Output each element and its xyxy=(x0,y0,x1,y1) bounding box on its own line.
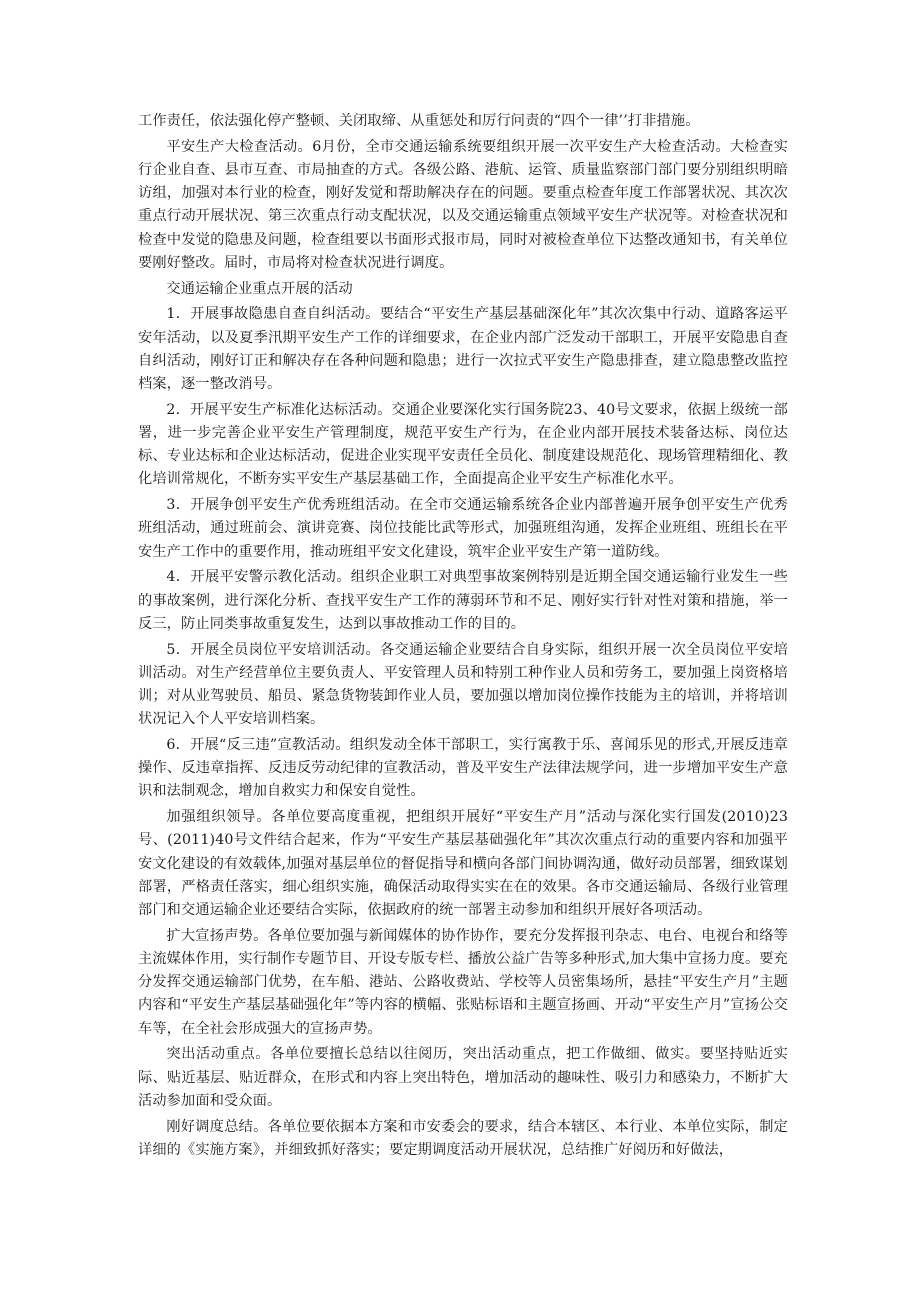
paragraph-item-5: 5．开展全员岗位平安培训活动。各交通运输企业要结合自身实际，组织开展一次全员岗位平安培训活动。对生产经营单位主要负责人、平安管理人员和特别工种作业人员和劳务工，要加强上岗资格培训；对从业驾驶员、船员、紧急货物装卸作业人员，要加强以增加岗位操作技能为主的培训，并将培训状况记入个人平安培训档案。 xyxy=(138,641,788,728)
paragraph-intro-continuation: 工作责任，依法强化停产整顿、关闭取缔、从重惩处和厉行问责的“四个一律’’打非措施。 xyxy=(138,113,700,129)
document-body xyxy=(138,110,788,1165)
paragraph-item-6: 6．开展“反三违”宣教活动。组织发动全体干部职工，实行寓教于乐、喜闻乐见的形式,开展反违章操作、反违章指挥、反违反劳动纪律的宣教活动，普及平安生产法律法规学问，进一步增加平安生产意识和法制观念，增加自救实力和保安自觉性。 xyxy=(138,737,788,800)
paragraph-publicity: 扩大宣扬声势。各单位要加强与新闻媒体的协作协作，要充分发挥报刊杂志、电台、电视台和络等主流媒体作用，实行制作专题节目、开设专版专栏、播放公益广告等多种形式,加大集中宣扬力度。要充分发挥交通运输部门优势，在车船、港站、公路收费站、学校等人员密集场所，悬挂“平安生产月”主题内容和“平安生产基层基础强化年”等内容的横幅、张贴标语和主题宣扬画、开动“平安生产月”宣扬公交车等，在全社会形成强大的宣扬声势。 xyxy=(138,927,788,1037)
paragraph-focus: 突出活动重点。各单位要擅长总结以往阅历，突出活动重点，把工作做细、做实。要坚持贴近实际、贴近基层、贴近群众，在形式和内容上突出特色，增加活动的趣味性、吸引力和感染力，不断扩大活动参加面和受众面。 xyxy=(138,1046,788,1109)
paragraph-section-heading: 交通运输企业重点开展的活动 xyxy=(166,280,353,297)
paragraph-item-3: 3．开展争创平安生产优秀班组活动。在全市交通运输系统各企业内部普遍开展争创平安生产优秀班组活动，通过班前会、演讲竞赛、岗位技能比武等形式，加强班组沟通，发挥企业班组、班组长在平安生产工作中的重要作用，推动班组平安文化建设，筑牢企业平安生产第一道防线。 xyxy=(138,497,788,560)
paragraph-summary: 刚好调度总结。各单位要依据本方案和市安委会的要求，结合本辖区、本行业、本单位实际，制定详细的《实施方案》，并细致抓好落实；要定期调度活动开展状况，总结推广好阅历和好做法， xyxy=(138,1118,788,1158)
paragraph-organization: 加强组织领导。各单位要高度重视，把组织开展好“平安生产月”活动与深化实行国发(2010)23号、(2011)40号文件结合起来，作为“平安生产基层基础强化年”其次次重点行动的重要内容和加强平安文化建设的有效载体,加强对基层单位的督促指导和横向各部门间协调沟通，做好动员部署，细致谋划部署，严格责任落实，细心组织实施，确保活动取得实实在在的效果。各市交通运输局、各级行业管理部门和交通运输企业还要结合实际，依据政府的统一部署主动参加和组织开展好各项活动。 xyxy=(138,809,788,919)
paragraph-item-4: 4．开展平安警示教化活动。组织企业职工对典型事故案例特别是近期全国交通运输行业发生一些的事故案例，进行深化分析、查找平安生产工作的薄弱环节和不足、刚好实行针对性对策和措施，举一反三，防止同类事故重复发生，达到以事故推动工作的目的。 xyxy=(138,569,788,632)
paragraph-item-2: 2．开展平安生产标准化达标活动。交通企业要深化实行国务院23、40号文要求，依据上级统一部署，进一步完善企业平安生产管理制度，规范平安生产行为，在企业内部开展技术装备达标、岗位达标、专业达标和企业达标活动，促进企业实现平安责任全员化、制度建设规范化、现场管理精细化、教化培训常规化，不断夯实平安生产基层基础工作，全面提高企业平安生产标准化水平。 xyxy=(138,401,788,488)
paragraph-item-1: 1．开展事故隐患自查自纠活动。要结合“平安生产基层基础深化年”其次次集中行动、道路客运平安年活动，以及夏季汛期平安生产工作的详细要求，在企业内部广泛发动干部职工，开展平安隐患自查自纠活动，刚好订正和解决存在各种问题和隐患；进行一次拉式平安生产隐患排查，建立隐患整改监控档案，逐一整改消号。 xyxy=(138,306,788,393)
paragraph-safety-inspection: 平安生产大检查活动。6月份，全市交通运输系统要组织开展一次平安生产大检查活动。大检查实行企业自查、县市互查、市局抽查的方式。各级公路、港航、运管、质量监察部门部门要分别组织明暗访组，加强对本行业的检查，刚好发觉和帮助解决存在的问题。要重点检查年度工作部署状况、其次次重点行动开展状况、第三次重点行动支配状况，以及交通运输重点领域平安生产状况等。对检查状况和检查中发觉的隐患及问题，检查组要以书面形式报市局，同时对被检查单位下达整改通知书，有关单位要刚好整改。届时，市局将对检查状况进行调度。 xyxy=(138,138,788,271)
